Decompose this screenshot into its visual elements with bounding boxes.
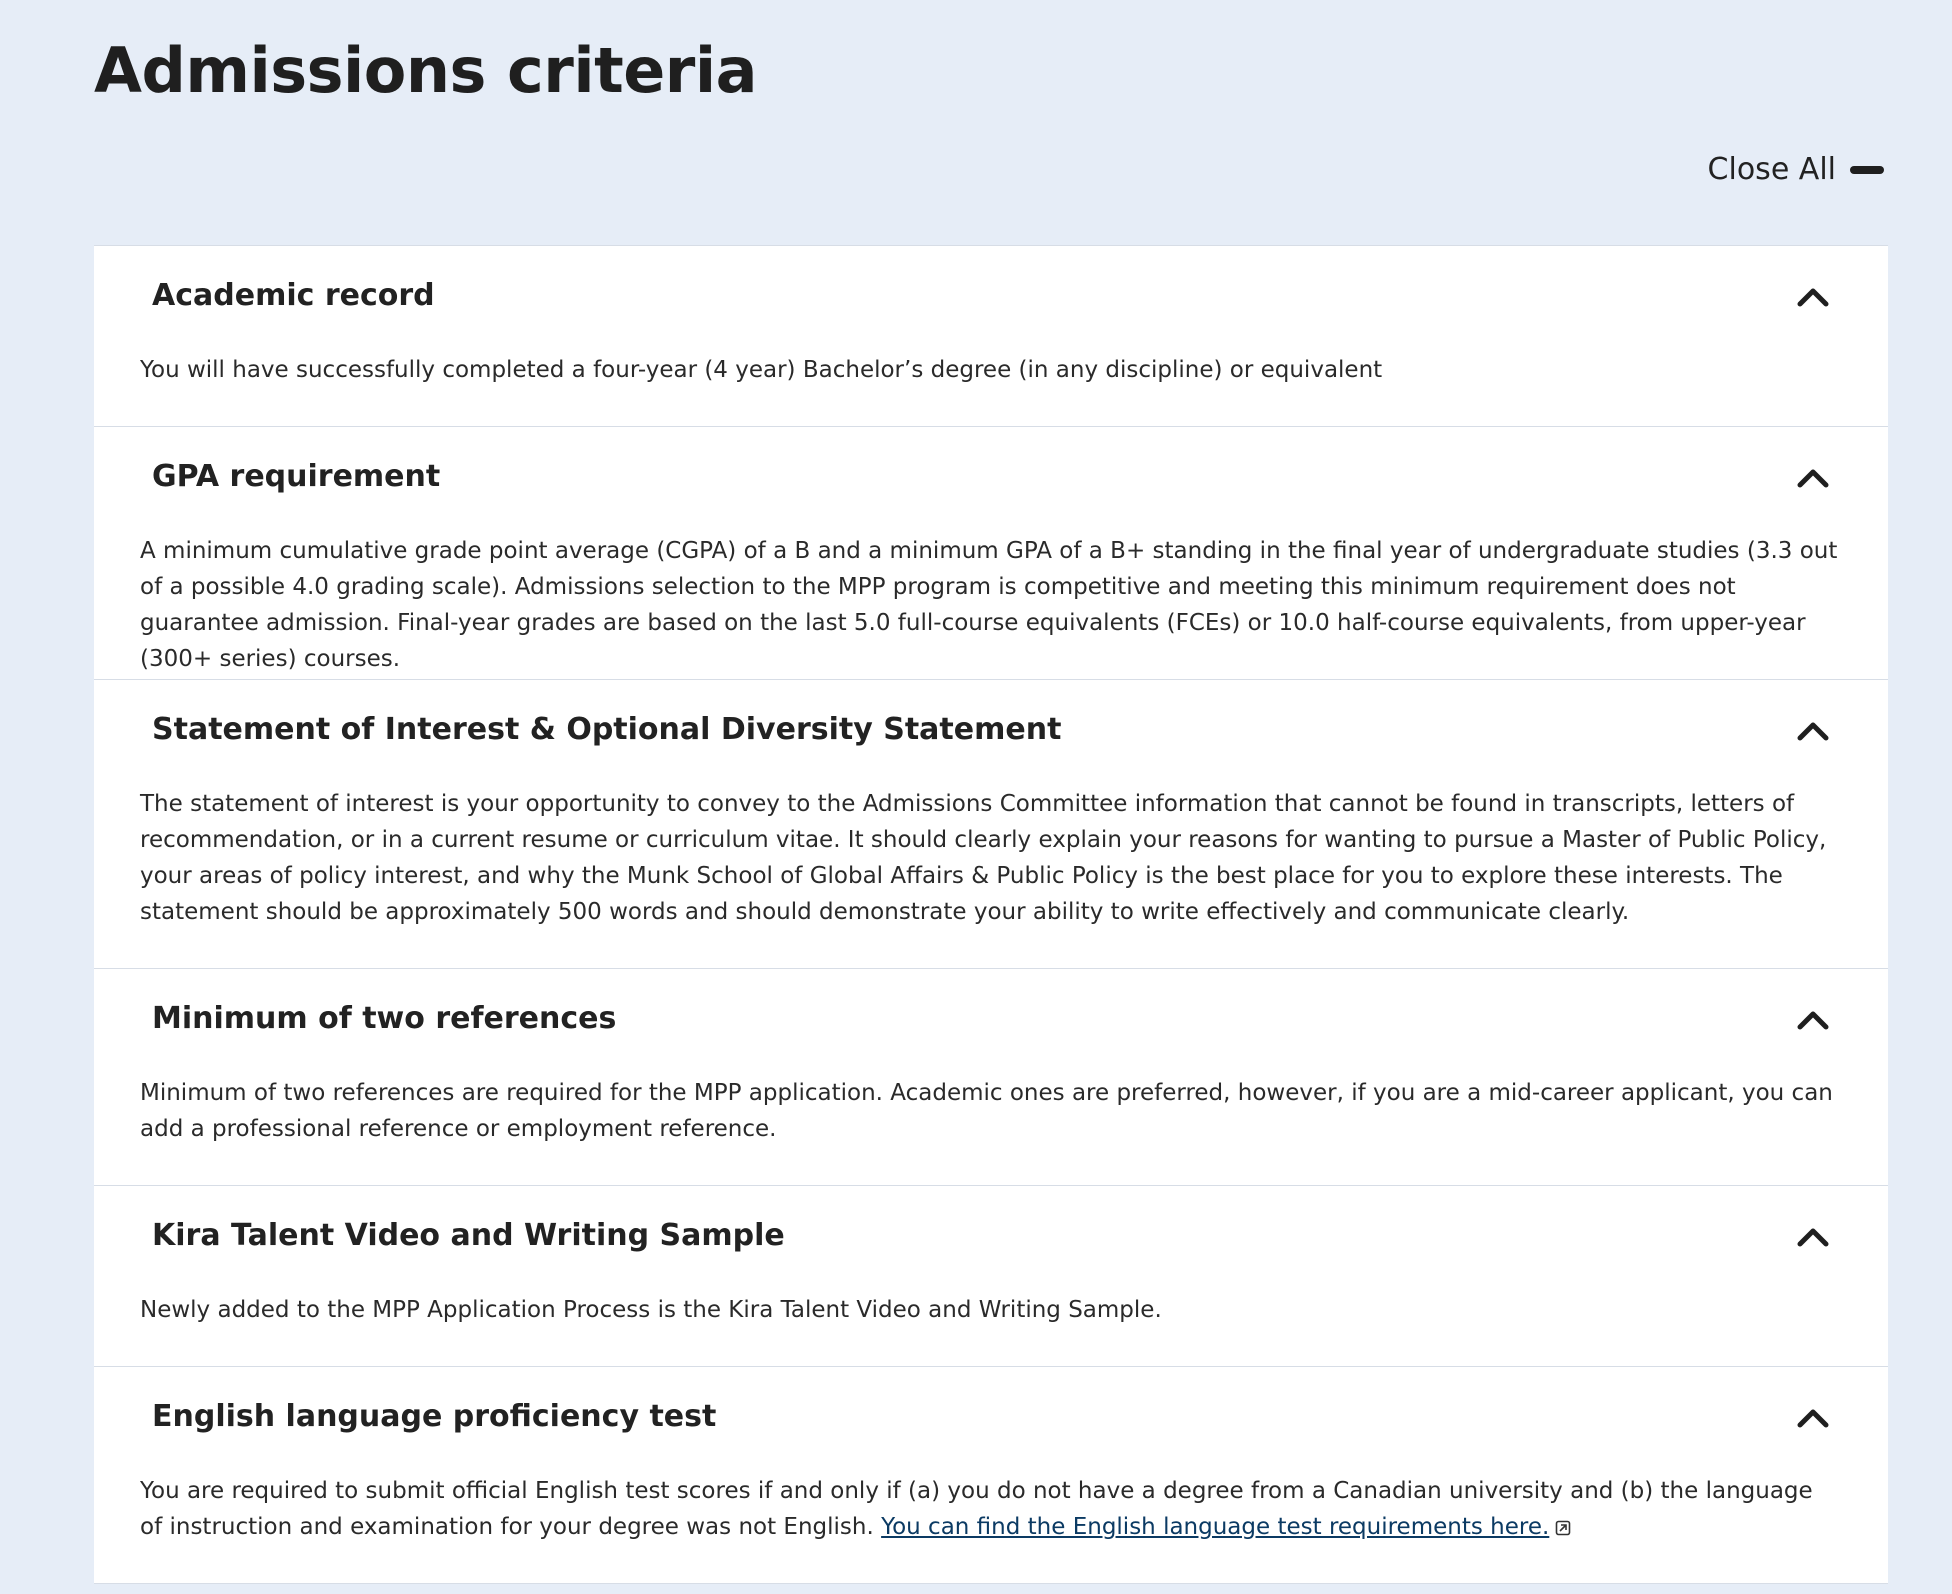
close-all-button[interactable] <box>1708 152 1884 187</box>
accordion-header-academic-record[interactable] <box>94 246 1888 352</box>
close-all-label: Close All <box>1707 152 1836 187</box>
chevron-up-icon[interactable] <box>1796 1405 1830 1429</box>
accordion-item-english-test <box>94 1367 1888 1584</box>
accordion-title: Kira Talent Video and Writing Sample <box>152 1218 785 1253</box>
accordion-body-text: Minimum of two references are required for the MPP application. Academic ones are preferred, however, if you are a mid-career applicant, you can add a professional reference or employment reference. <box>140 1080 1833 1142</box>
english-requirements-link[interactable]: You can find the English language test requirements here. <box>881 1514 1550 1540</box>
accordion-title: GPA requirement <box>152 459 441 494</box>
accordion-body <box>94 1292 1888 1328</box>
chevron-up-icon[interactable] <box>1796 718 1830 742</box>
external-link-icon[interactable] <box>1555 1520 1571 1536</box>
chevron-up-icon[interactable] <box>1796 284 1830 308</box>
accordion-body <box>94 1075 1888 1147</box>
accordion-title: Statement of Interest & Optional Diversity Statement <box>152 712 1062 747</box>
accordion-body-sentence: You are required to submit official English test scores if and only if (a) you do not have a degree from a Canadian university and (b) the language of instruction and examination for your degree was not English. <box>140 1478 1813 1540</box>
accordion-body-text <box>140 1473 1838 1545</box>
accordion-header-references[interactable] <box>94 969 1888 1075</box>
accordion-body-text: Newly added to the MPP Application Process is the Kira Talent Video and Writing Sample. <box>140 1297 1162 1323</box>
page-title: Admissions criteria <box>94 34 757 107</box>
accordion-item-gpa-requirement <box>94 427 1888 680</box>
accordion-header-gpa-requirement[interactable] <box>94 427 1888 533</box>
accordion-body-text: The statement of interest is your opportunity to convey to the Admissions Committee information that cannot be found in transcripts, letters of recommendation, or in a current resume or curriculum vitae. It should clearly explain your reasons for wanting to pursue a Master of Public Policy, your areas of policy interest, and why the Munk School of Global Affairs & Public Policy is the best place for you to explore these interests. The statement should be approximately 500 words and should demonstrate your ability to write effectively and communicate clearly. <box>140 791 1827 925</box>
accordion-header-statement-of-interest[interactable] <box>94 680 1888 786</box>
accordion <box>94 245 1888 1584</box>
accordion-item-academic-record <box>94 246 1888 427</box>
accordion-body-text: You will have successfully completed a four-year (4 year) Bachelor’s degree (in any discipline) or equivalent <box>140 357 1383 383</box>
accordion-header-kira-talent[interactable] <box>94 1186 1888 1292</box>
accordion-body <box>94 533 1888 677</box>
minus-icon <box>1850 166 1884 174</box>
accordion-body <box>94 352 1888 388</box>
accordion-item-references <box>94 969 1888 1186</box>
accordion-title: Academic record <box>152 278 435 313</box>
accordion-title: Minimum of two references <box>152 1001 617 1036</box>
accordion-body <box>94 786 1888 930</box>
accordion-body <box>94 1473 1888 1545</box>
accordion-item-kira-talent <box>94 1186 1888 1367</box>
accordion-header-english-test[interactable] <box>94 1367 1888 1473</box>
accordion-body-text: A minimum cumulative grade point average (CGPA) of a B and a minimum GPA of a B+ standing in the final year of undergraduate studies (3.3 out of a possible 4.0 grading scale). Admissions selection to the MPP program is competitive and meeting this minimum requirement does not guarantee admission. Final-year grades are based on the last 5.0 full-course equivalents (FCEs) or 10.0 half-course equivalents, from upper-year (300+ series) courses. <box>140 538 1838 672</box>
chevron-up-icon[interactable] <box>1796 1224 1830 1248</box>
accordion-item-statement-of-interest <box>94 680 1888 969</box>
accordion-title: English language proficiency test <box>152 1399 717 1434</box>
chevron-up-icon[interactable] <box>1796 1007 1830 1031</box>
chevron-up-icon[interactable] <box>1796 465 1830 489</box>
